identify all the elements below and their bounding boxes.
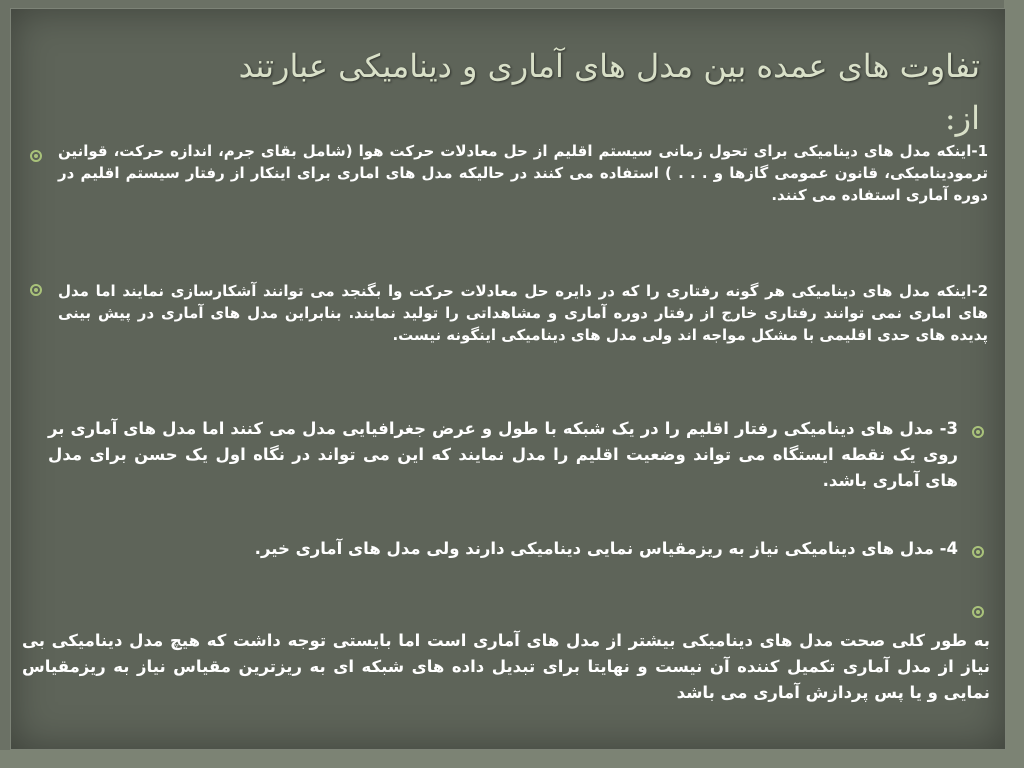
bullet-icon [972,546,984,558]
decorative-right-band [1004,0,1024,768]
bullet-icon [30,284,42,296]
list-item: 3- مدل های دینامیکی رفتار اقلیم را در یک شبکه با طول و عرض جغرافیایی مدل می کنند اما مدل های آماری بر روی یک نقطه ایستگاه می تواند وضعیت اقلیم را مدل نمایند که این می تواند در نگاه اول یک حسن برای مدل های آماری باشد. [48,419,958,490]
slide-title: تفاوت های عمده بین مدل های آماری و دینامیکی عبارتند [238,47,980,85]
list-item: 2-اینکه مدل های دینامیکی هر گونه رفتاری را که در دایره حل معادلات حرکت وا بگنجد می توانند آشکارسازی نمایند اما مدل های اماری نمی توانند رفتاری خارج از رفتار دوره آماری و مشاهداتی را تولید نمایند. بنابراین مدل های آماری در پیش بینی پدیده های حدی اقلیمی با مشکل مواجه اند ولی مدل های دینامیکی اینگونه نیست. [58,282,988,344]
bullet-icon [30,150,42,162]
bullet-icon [972,606,984,618]
list-item: 4- مدل های دینامیکی نیاز به ریزمقیاس نمایی دینامیکی دارند ولی مدل های آماری خیر. [254,539,958,558]
bullet-icon [972,426,984,438]
slide-title-continuation: از: [944,99,980,137]
summary-paragraph: به طور کلی صحت مدل های دینامیکی بیشتر از مدل های آماری است اما بایستی توجه داشت که هیچ مدل دینامیکی بی نیاز از مدل آماری تکمیل کننده آن نیست و نهایتا برای تبدیل داده های شبکه ای به ریزترین مقیاس نیاز به ریزمقیاس نمایی و یا پس پردازش آماری می باشد [22,631,990,702]
decorative-bottom-band [0,750,1024,768]
list-item: 1-اینکه مدل های دینامیکی برای تحول زمانی سیستم اقلیم از حل معادلات حرکت هوا (شامل بقای جرم، اندازه حرکت، قوانین ترمودینامیکی، قانون عمومی گازها و . . . ) استفاده می کنند در حالیکه مدل های اماری برای اینکار از رفتار سیستم اقلیم در دوره آماری استفاده می کنند. [58,142,988,204]
